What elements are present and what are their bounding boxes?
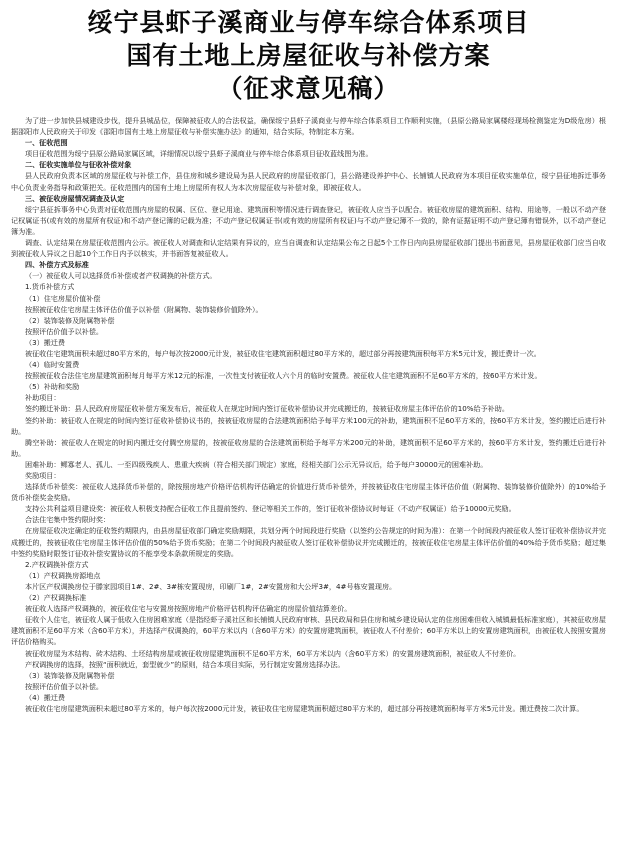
paragraph: 按照评估价值予以补偿。	[25, 326, 104, 336]
paragraph: 1.货币补偿方式	[25, 282, 75, 292]
paragraph: 被征收人选择产权调换的，被征收住宅与安置房按照房地产价格评估机构评估确定的房屋价值结算差价。	[25, 604, 352, 614]
paragraph: 县人民政府负责本区域的房屋征收与补偿工作，县住房和城乡建设局为县人民政府的房屋征收部门，县公路建设养护中心、长铺镇人民政府为本项目征收实施单位，绥宁县征地拆迁事务中心负责业务指导和政策把关。征收范围内的国有土地上房屋所有权人为本次房屋征收与补偿对象，即被征收人。	[11, 171, 606, 192]
paragraph: （5）补助和奖励	[25, 382, 80, 392]
paragraph: 产权调换房的选择，按照“面积就近，套型就少”的原则，结合本项目实际，另行制定安置房选择办法。	[25, 659, 345, 669]
paragraph: （2）产权调换标准	[25, 593, 87, 603]
paragraph: （3）装饰装修及附属物补偿	[25, 670, 115, 680]
paragraph: （4）搬迁费	[25, 692, 65, 702]
document-title	[11, 6, 606, 105]
paragraph: 2.产权调换补偿方式	[25, 559, 89, 569]
paragraph: 签约搬迁补助：县人民政府房屋征收补偿方案发布后，被征收人在规定时间内签订征收补偿协议并完成搬迁的，按被征收房屋主体评估价的10%给予补助。	[25, 404, 509, 414]
paragraph: 支持公共利益项目建设奖：被征收人积极支持配合征收工作且提前签约、登记等相关工作的，签订征收补偿协议时每证（不动产权属证）给予10000元奖励。	[25, 504, 516, 514]
paragraph: 签约补助：被征收人在规定的时间内签订征收补偿协议书的，按被征收房屋的合法建筑面积给予每平方米100元的补助，建筑面积不足60平方米的，按60平方米计发，签约搬迁后进行补助。	[11, 415, 606, 436]
paragraph: 在房屋征收决定确定的征收签约期限内，由县房屋征收部门确定奖励期限，共划分两个时间段进行奖励（以签约公告规定的时间为准）：在第一个时间段内被征收人签订征收补偿协议并完成搬迁的，按被征收住宅房屋主体评估价值的50%给予货币奖励；在第二个时间段内被征收人签订征收补偿协议并完成搬迁的，按被征收住宅房屋主体评估价值的40%给予货币奖励；超过集中签约奖励时限签订征收补偿安置协议的不能享受本条款所规定的奖励。	[11, 526, 606, 558]
paragraph: 奖励项目：	[25, 471, 61, 480]
paragraph: 为了进一步加快县城建设步伐，提升县城品位，保障被征收人的合法权益，确保绥宁县虾子溪商业与停车综合体系项目工作顺利实施，（县原公路局家属楼经现场检测鉴定为D级危房）根据邵阳市人民政府关于印发《邵阳市国有土地上房屋征收与补偿实施办法》的通知，结合实际，特制定本方案。	[11, 116, 606, 137]
paragraph: 按照被征收住宅房屋主体评估价值予以补偿（附属物、装饰装修价值除外）。	[25, 304, 263, 314]
paragraph: 被征收住宅房屋建筑面积未超过80平方米的，每户每次按2000元计发，被征收住宅房屋建筑面积超过80平方米的，超过部分再按建筑面积每平方米5元计发。搬迁费按二次计算。	[25, 703, 584, 713]
paragraph: 被征收房屋为木结构、砖木结构、土坯结构房屋或被征收房屋建筑面积不足60平方米，60平方米以内（含60平方米）的安置房建筑面积，被征收人不付差价。	[25, 648, 521, 658]
paragraph: （1）住宅房屋价值补偿	[25, 293, 101, 303]
paragraph: （1）产权调换房源地点	[25, 570, 101, 580]
title-line-2: 国有土地上房屋征收与补偿方案	[126, 41, 491, 70]
paragraph: 绥宁县征拆事务中心负责对征收范围内房屋的权属、区位、登记用途、建筑面积等情况进行调查登记，被征收人应当予以配合。被征收房屋的建筑面积、结构、用途等，一般以不动产登记权属证书(或有效的房屋所有权证)和不动产登记簿的记载为准；不动产登记权属证书(或有效的房屋所有权证)与不动产登记簿不一致的，除有证据证明不动产登记簿有错误外，以不动产登记簿为准。	[11, 204, 606, 236]
paragraph: （3）搬迁费	[25, 337, 65, 347]
paragraph: 被征收住宅建筑面积未超过80平方米的，每户每次按2000元计发，被征收住宅建筑面积超过80平方米的，超过部分再按建筑面积每平方米5元计发，搬迁费计一次。	[25, 348, 541, 358]
section-heading: 一、征收范围	[25, 138, 68, 148]
paragraph: （2）装饰装修及附属物补偿	[25, 315, 115, 325]
paragraph: 选择货币补偿奖：被征收人选择货币补偿的，除按照房地产价格评估机构评估确定的价值进行货币补偿外，并按被征收住宅房屋主体评估价值（附属物、装饰装修价值除外）的10%给予货币补偿奖金奖励。	[11, 482, 606, 503]
paragraph: 项目征收范围为绥宁县原公路局家属区域，详细情况以绥宁县虾子溪商业与停车综合体系项目征收蓝线图为准。	[25, 149, 373, 159]
paragraph: （4）临时安置费	[25, 360, 80, 370]
document-body	[11, 115, 606, 714]
title-line-1: 绥宁县虾子溪商业与停车综合体系项目	[87, 8, 530, 37]
title-line-3: （征求意见稿）	[217, 74, 400, 103]
paragraph: 合法住宅集中签约限时奖：	[25, 515, 111, 525]
paragraph: 补助项目：	[25, 393, 61, 403]
paragraph: 调查、认定结果在房屋征收范围内公示。被征收人对调查和认定结果有异议的，应当自调查和认定结果公布之日起5个工作日内向县房屋征收部门提出书面意见，县房屋征收部门应当自收到被征收人异议之日起10个工作日内予以核实，并书面答复被征收人。	[11, 238, 606, 259]
paragraph: 征收个人住宅，被征收人属于低收入住房困难家庭（是指经虾子溪社区和长铺镇人民政府审核、县民政局和县住房和城乡建设局认定的住房困难但收入城镇最低标准家庭），其被征收房屋建筑面积不足60平方米（含60平方米），并选择产权调换的，60平方米以内（含60平方米）的安置房建筑面积，被征收人不付差价；60平方米以上的安置房建筑面积，由被征收人按照安置房评估价格购买。	[11, 615, 606, 647]
paragraph: 腾空补助：被征收人在规定的时间内搬迁交付腾空房屋的，按被征收房屋的合法建筑面积给予每平方米200元的补助，建筑面积不足60平方米的，按60平方米计发，签约搬迁后进行补助。	[11, 437, 606, 458]
section-heading: 二、征收实施单位与征收补偿对象	[25, 160, 132, 170]
section-heading: 三、被征收房屋情况调查及认定	[25, 193, 125, 203]
paragraph: 按照评估价值予以补偿。	[25, 681, 104, 691]
paragraph: （一）被征收人可以选择货币补偿或者产权调换的补偿方式。	[25, 271, 217, 281]
paragraph: 按照被征收合法住宅房屋建筑面积每月每平方米12元的标准，一次性支付被征收人六个月的临时安置费。被征收人住宅建筑面积不足60平方米的，按60平方米计发。	[25, 371, 542, 381]
section-heading: 四、补偿方式及标准	[25, 260, 89, 270]
paragraph: 困难补助：鳏寡老人、孤儿、一至四级残疾人、患重大疾病（符合相关部门规定）家庭，经相关部门公示无异议后，给予每户30000元的困难补助。	[25, 459, 488, 469]
paragraph: 本片区产权调换房位于滕家园项目1#、2#、3#栋安置现房，印刷厂1#，2#安置房和大公坪3#，4#号栋安置现房。	[25, 581, 397, 591]
